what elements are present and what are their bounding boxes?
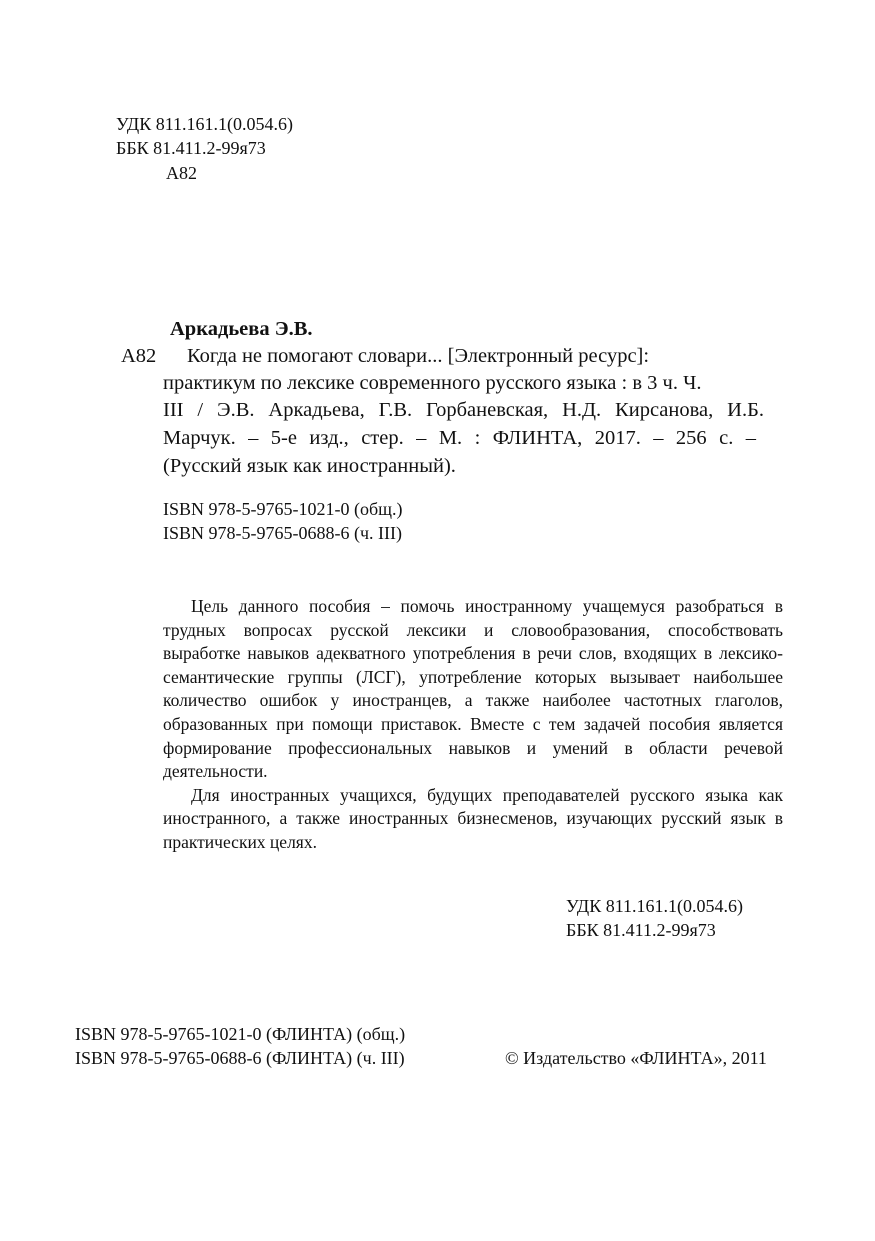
footer-isbn-general: ISBN 978-5-9765-1021-0 (ФЛИНТА) (общ.) <box>75 1024 406 1044</box>
annotation-paragraph-2: Для иностранных учащихся, будущих преподавателей русского языка как иностранного, а также иностранных бизнесменов, изучающих русский язык в практических целях. <box>163 784 783 852</box>
isbn-general: ISBN 978-5-9765-1021-0 (общ.) <box>163 499 403 519</box>
isbn-part: ISBN 978-5-9765-0688-6 (ч. III) <box>163 523 403 543</box>
entry-line-2: практикум по лексике современного русского языка : в 3 ч. Ч. <box>163 372 702 394</box>
entry-line-3: III / Э.В. Аркадьева, Г.В. Горбаневская, Н.Д. Кирсанова, И.Б. <box>163 399 764 421</box>
entry-code: А82 <box>121 345 157 367</box>
entry-line-4: Марчук. – 5-е изд., стер. – М. : ФЛИНТА, 2017. – 256 с. – <box>163 427 756 449</box>
annotation <box>163 595 783 855</box>
entry-line-5: (Русский язык как иностранный). <box>163 455 456 477</box>
bottom-udk: УДК 811.161.1(0.054.6) <box>566 896 744 916</box>
footer-isbn-part: ISBN 978-5-9765-0688-6 (ФЛИНТА) (ч. III) <box>75 1048 405 1068</box>
top-udk: УДК 811.161.1(0.054.6) <box>116 114 294 134</box>
top-author-code: А82 <box>166 163 197 183</box>
copyright: © Издательство «ФЛИНТА», 2011 <box>505 1048 767 1068</box>
author-heading: Аркадьева Э.В. <box>170 318 313 340</box>
annotation-paragraph-1: Цель данного пособия – помочь иностранному учащемуся разобраться в трудных вопросах русской лексики и словообразования, способствовать выработке навыков адекватного употребления в речи слов, входящих в лексико-семантические группы (ЛСГ), употребление которых вызывает наибольшее количество ошибок у иностранцев, а также наиболее частотных глаголов, образованных при помощи приставок. Вместе с тем задачей пособия является формирование профессиональных навыков и умений в области речевой деятельности. <box>163 596 783 782</box>
top-bbk: ББК 81.411.2-99я73 <box>116 138 266 158</box>
bottom-bbk: ББК 81.411.2-99я73 <box>566 920 716 940</box>
entry-line-1: Когда не помогают словари... [Электронный ресурс]: <box>187 345 650 367</box>
